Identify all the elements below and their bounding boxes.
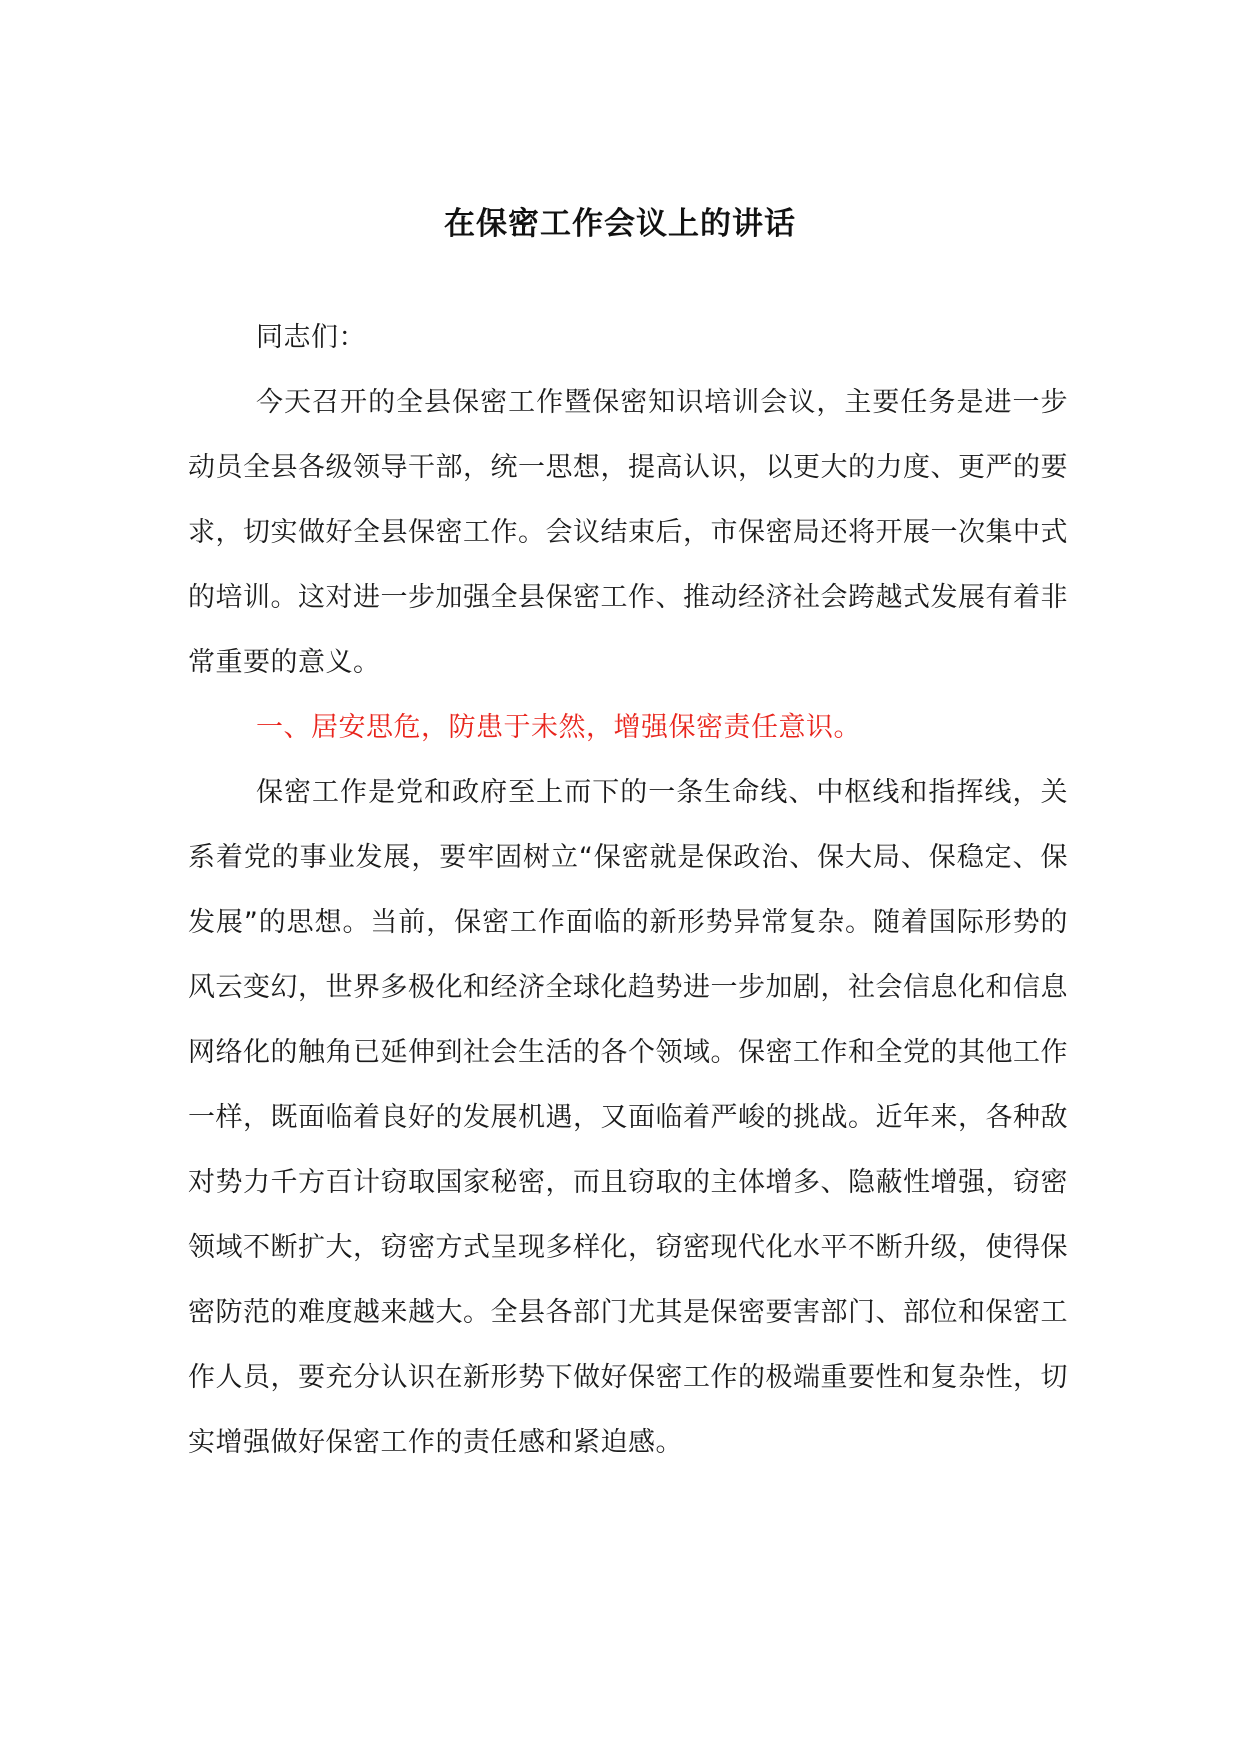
section-heading: 一、居安思危，防患于未然，增强保密责任意识。 bbox=[256, 712, 861, 743]
document-title: 在保密工作会议上的讲话 bbox=[444, 206, 796, 242]
section-paragraph: 保密工作是党和政府至上而下的一条生命线、中枢线和指挥线，关系着党的事业发展，要牢固树立“保密就是保政治、保大局、保稳定、保发展”的思想。当前，保密工作面临的新形势异常复杂。随着国际形势的风云变幻，世界多极化和经济全球化趋势进一步加剧，社会信息化和信息网络化的触角已延伸到社会生活的各个领域。保密工作和全党的其他工作一样，既面临着良好的发展机遇，又面临着严峻的挑战。近年来，各种敌对势力千方百计窃取国家秘密，而且窃取的主体增多、隐蔽性增强，窃密领域不断扩大，窃密方式呈现多样化，窃密现代化水平不断升级，使得保密防范的难度越来越大。全县各部门尤其是保密要害部门、部位和保密工作人员，要充分认识在新形势下做好保密工作的极端重要性和复杂性，切实增强做好保密工作的责任感和紧迫感。 bbox=[188, 777, 1068, 1458]
intro-paragraph: 今天召开的全县保密工作暨保密知识培训会议，主要任务是进一步动员全县各级领导干部，统一思想，提高认识，以更大的力度、更严的要求，切实做好全县保密工作。会议结束后，市保密局还将开展一次集中式的培训。这对进一步加强全县保密工作、推动经济社会跨越式发展有着非常重要的意义。 bbox=[188, 387, 1068, 678]
document-body bbox=[188, 305, 1068, 1475]
greeting: 同志们： bbox=[256, 322, 366, 353]
